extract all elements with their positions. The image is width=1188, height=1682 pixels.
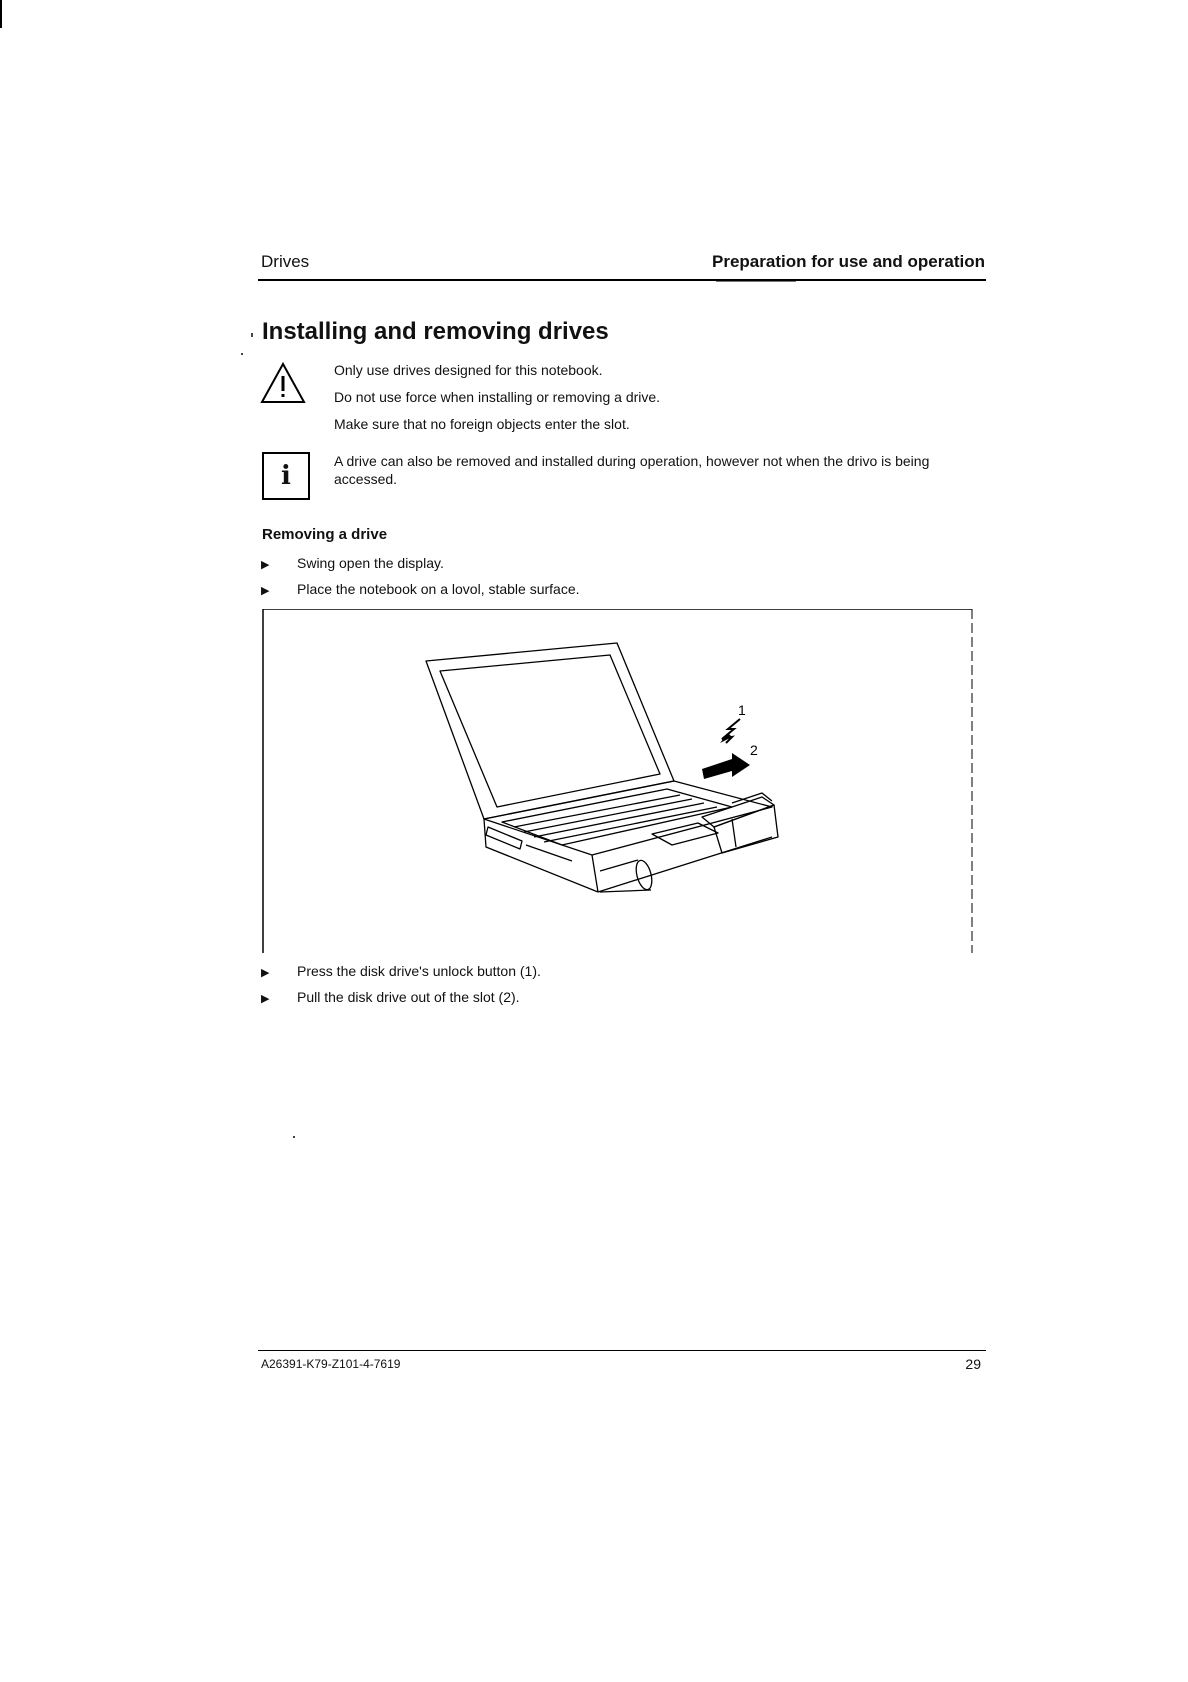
warning-line-3: Make sure that no foreign objects enter the slot. xyxy=(334,416,630,432)
step-swing-open: Swing open the display. xyxy=(297,555,444,571)
warning-line-2: Do not use force when installing or removing a drive. xyxy=(334,389,661,405)
header-chapter: Preparation for use and operation xyxy=(712,252,985,271)
bullet-arrow-icon: ▶ xyxy=(261,585,270,597)
step-press-unlock: Press the disk drive's unlock button (1). xyxy=(297,963,541,979)
scan-corner-mark xyxy=(0,0,2,28)
page-title: Installing and removing drives xyxy=(262,318,609,345)
step-pull-drive: Pull the disk drive out of the slot (2). xyxy=(297,989,520,1005)
header-rule xyxy=(258,279,986,281)
warning-line-1: Only use drives designed for this notebook. xyxy=(334,362,603,378)
footer-rule xyxy=(258,1350,986,1351)
info-glyph: i xyxy=(281,461,291,491)
bullet-arrow-icon: ▶ xyxy=(261,993,270,1005)
callout-1: 1 xyxy=(738,702,746,718)
step-place-notebook: Place the notebook on a lovol, stable surface. xyxy=(297,581,580,597)
warning-triangle-icon xyxy=(260,362,306,404)
bullet-arrow-icon: ▶ xyxy=(261,967,270,979)
bullet-arrow-icon: ▶ xyxy=(261,559,270,571)
header-tick xyxy=(716,281,796,282)
notebook-drive-illustration xyxy=(262,609,974,953)
info-icon xyxy=(262,452,310,500)
info-text: A drive can also be removed and installed during operation, however not when the drivo is being accessed. xyxy=(334,453,930,487)
header-section: Drives xyxy=(261,252,310,271)
page-number: 29 xyxy=(965,1356,981,1372)
callout-2: 2 xyxy=(750,742,758,758)
scan-speck xyxy=(293,1136,295,1138)
footer-doc-id: A26391-K79-Z101-4-7619 xyxy=(261,1357,401,1371)
section-heading-removing: Removing a drive xyxy=(262,526,388,543)
scan-speck xyxy=(241,353,243,355)
title-marker xyxy=(251,333,253,337)
